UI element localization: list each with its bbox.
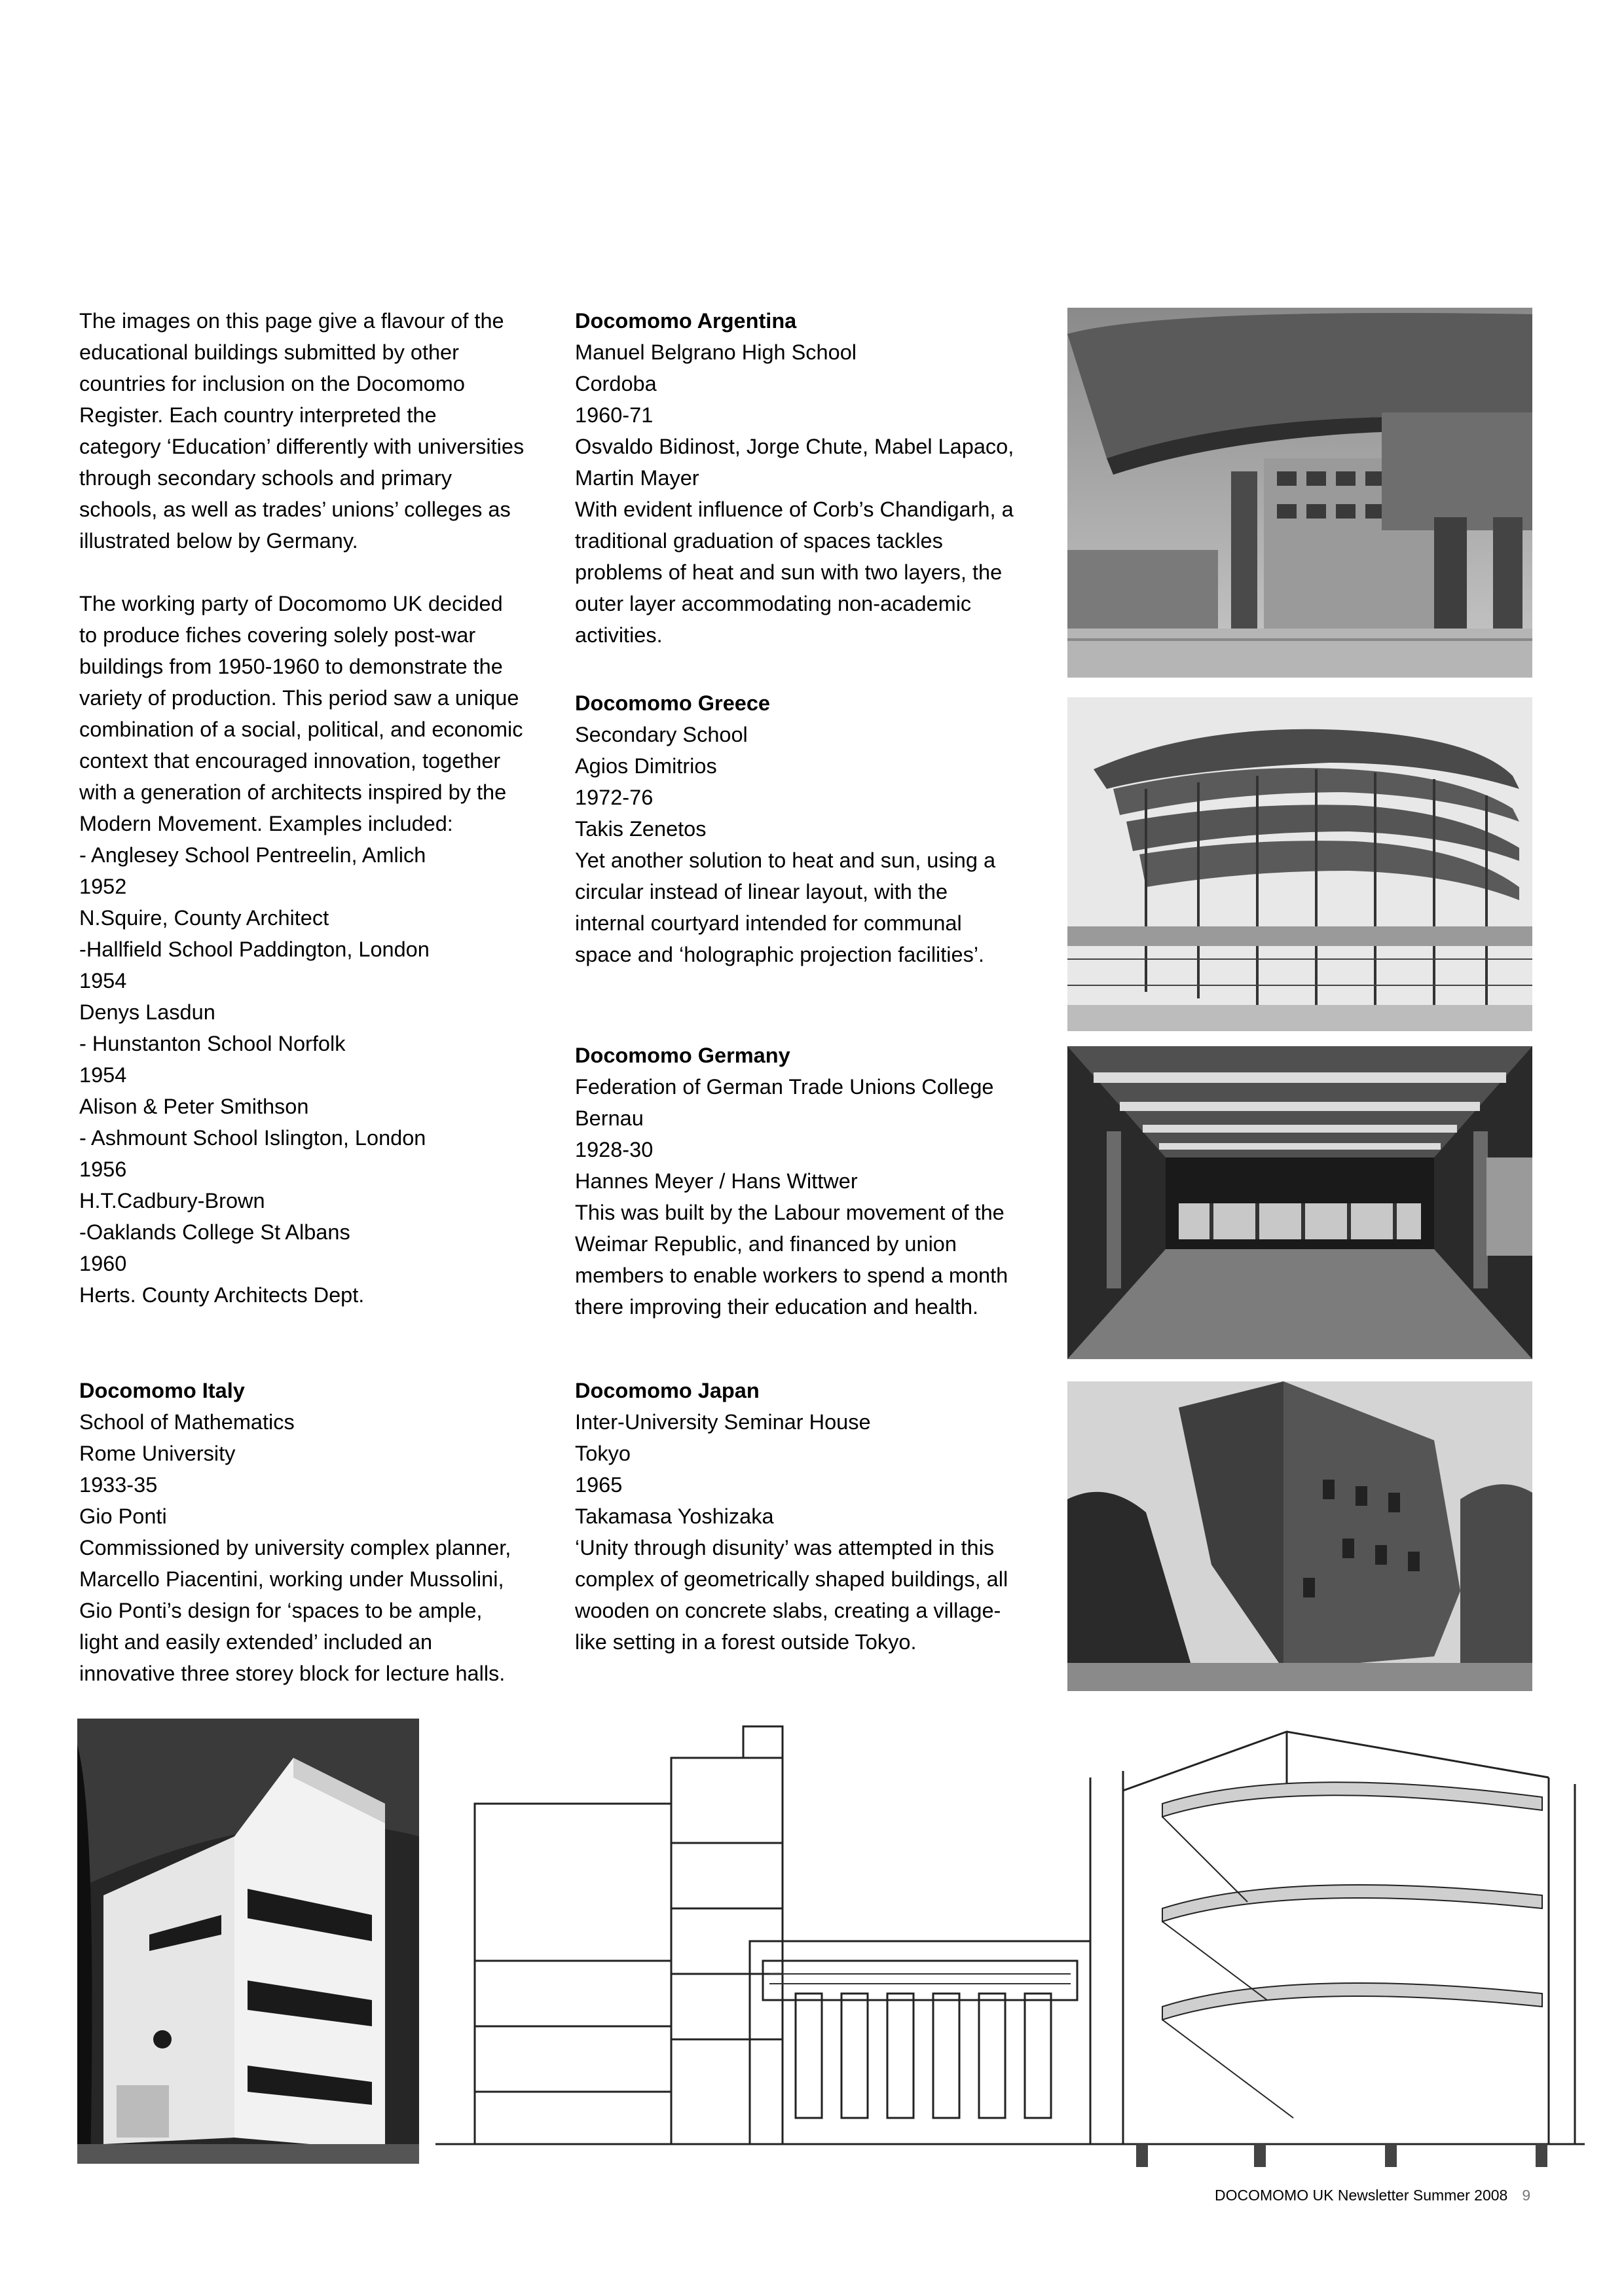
text-line: like setting in a forest outside Tokyo. <box>575 1630 917 1654</box>
text-line: Herts. County Architects Dept. <box>79 1283 365 1307</box>
greece-heading: Docomomo Greece <box>575 691 771 715</box>
text-line: 1952 <box>79 875 127 898</box>
text-line: The images on this page give a flavour of the <box>79 309 504 333</box>
text-line: Hannes Meyer / Hans Wittwer <box>575 1169 858 1193</box>
text-line: illustrated below by Germany. <box>79 529 358 553</box>
text-line: context that encouraged innovation, together <box>79 749 501 773</box>
text-line: Tokyo <box>575 1442 631 1465</box>
text-line: schools, as well as trades’ unions’ colleges as <box>79 498 511 521</box>
text-line: Commissioned by university complex planner, <box>79 1536 511 1559</box>
intro-text <box>79 305 524 1311</box>
japan-section <box>575 1375 1008 1658</box>
italy-heading: Docomomo Italy <box>79 1379 245 1402</box>
text-line: The working party of Docomomo UK decided <box>79 592 503 615</box>
text-line: with a generation of architects inspired by the <box>79 780 507 804</box>
germany-college-photo <box>1067 1046 1532 1359</box>
text-line: N.Squire, County Architect <box>79 906 329 930</box>
text-line: outer layer accommodating non-academic <box>575 592 972 615</box>
text-line: ‘Unity through disunity’ was attempted in this <box>575 1536 995 1559</box>
text-line: Bernau <box>575 1106 644 1130</box>
text-line: there improving their education and health. <box>575 1295 979 1319</box>
text-line: 1954 <box>79 969 127 993</box>
text-line: Takamasa Yoshizaka <box>575 1504 774 1528</box>
text-line: 1972-76 <box>575 786 654 809</box>
text-line: 1965 <box>575 1473 623 1497</box>
text-line: 1928-30 <box>575 1138 654 1161</box>
text-line: circular instead of linear layout, with the <box>575 880 948 903</box>
text-line: -Oaklands College St Albans <box>79 1220 350 1244</box>
text-line: Marcello Piacentini, working under Mussolini, <box>79 1567 504 1591</box>
germany-section <box>575 1040 1008 1322</box>
text-line: internal courtyard intended for communal <box>575 911 962 935</box>
text-line: Agios Dimitrios <box>575 754 717 778</box>
text-line: 1954 <box>79 1063 127 1087</box>
text-line: Denys Lasdun <box>79 1000 215 1024</box>
text-line: to produce fiches covering solely post-war <box>79 623 476 647</box>
text-line: Federation of German Trade Unions College <box>575 1075 994 1099</box>
text-line: problems of heat and sun with two layers, the <box>575 560 1003 584</box>
publication-title: DOCOMOMO UK Newsletter Summer 2008 <box>1215 2187 1508 2204</box>
text-line: Manuel Belgrano High School <box>575 340 857 364</box>
japan-seminar-house-photo <box>1067 1381 1532 1691</box>
text-line: - Anglesey School Pentreelin, Amlich <box>79 843 426 867</box>
italy-section <box>79 1375 511 1689</box>
germany-text <box>575 1071 1008 1322</box>
text-line: Modern Movement. Examples included: <box>79 812 453 835</box>
text-line: Martin Mayer <box>575 466 699 490</box>
text-line: With evident influence of Corb’s Chandigarh, a <box>575 498 1014 521</box>
text-line: complex of geometrically shaped buildings, all <box>575 1567 1008 1591</box>
argentina-section <box>575 305 1014 651</box>
text-line: educational buildings submitted by other <box>79 340 459 364</box>
text-line: Yet another solution to heat and sun, using a <box>575 848 996 872</box>
text-line: Gio Ponti <box>79 1504 167 1528</box>
text-line: Gio Ponti’s design for ‘spaces to be ample, <box>79 1599 483 1622</box>
greece-section <box>575 687 995 970</box>
text-line: combination of a social, political, and economic <box>79 718 523 741</box>
text-line: activities. <box>575 623 663 647</box>
text-line: Osvaldo Bidinost, Jorge Chute, Mabel Lapaco, <box>575 435 1014 458</box>
text-line: through secondary schools and primary <box>79 466 452 490</box>
italy-text <box>79 1406 511 1689</box>
text-line: wooden on concrete slabs, creating a village- <box>575 1599 1001 1622</box>
text-line: School of Mathematics <box>79 1410 295 1434</box>
text-line: buildings from 1950-1960 to demonstrate the <box>79 655 503 678</box>
text-line <box>79 556 524 588</box>
argentina-school-photo <box>1067 308 1532 678</box>
text-line: 1933-35 <box>79 1473 158 1497</box>
argentina-text <box>575 337 1014 651</box>
page-footer <box>1215 2185 1530 2205</box>
argentina-heading: Docomomo Argentina <box>575 309 797 333</box>
text-line: traditional graduation of spaces tackles <box>575 529 943 553</box>
text-line: Rome University <box>79 1442 236 1465</box>
text-line: Inter-University Seminar House <box>575 1410 871 1434</box>
text-line: This was built by the Labour movement of the <box>575 1201 1005 1224</box>
text-line: -Hallfield School Paddington, London <box>79 938 430 961</box>
greece-text <box>575 719 995 970</box>
text-line: 1960-71 <box>575 403 654 427</box>
text-line: Alison & Peter Smithson <box>79 1095 309 1118</box>
text-line: H.T.Cadbury-Brown <box>79 1189 265 1212</box>
text-line: Takis Zenetos <box>575 817 707 841</box>
text-line: space and ‘holographic projection facilities’. <box>575 943 985 966</box>
text-line: Secondary School <box>575 723 748 746</box>
text-line: 1960 <box>79 1252 127 1275</box>
text-line: - Hunstanton School Norfolk <box>79 1032 346 1055</box>
section-drawing <box>435 1725 1585 2167</box>
page-number: 9 <box>1522 2187 1531 2204</box>
greece-school-photo <box>1067 697 1532 1031</box>
text-line: Weimar Republic, and financed by union <box>575 1232 957 1256</box>
text-line: 1956 <box>79 1157 127 1181</box>
japan-heading: Docomomo Japan <box>575 1379 760 1402</box>
germany-heading: Docomomo Germany <box>575 1044 790 1067</box>
italy-school-photo <box>77 1719 419 2164</box>
text-line: - Ashmount School Islington, London <box>79 1126 426 1150</box>
text-line: category ‘Education’ differently with universities <box>79 435 525 458</box>
text-line: innovative three storey block for lecture halls. <box>79 1662 506 1685</box>
text-line: countries for inclusion on the Docomomo <box>79 372 465 395</box>
text-line: Register. Each country interpreted the <box>79 403 437 427</box>
text-line: Cordoba <box>575 372 657 395</box>
text-line: variety of production. This period saw a unique <box>79 686 519 710</box>
japan-text <box>575 1406 1008 1658</box>
text-line: members to enable workers to spend a month <box>575 1264 1008 1287</box>
text-line: light and easily extended’ included an <box>79 1630 433 1654</box>
